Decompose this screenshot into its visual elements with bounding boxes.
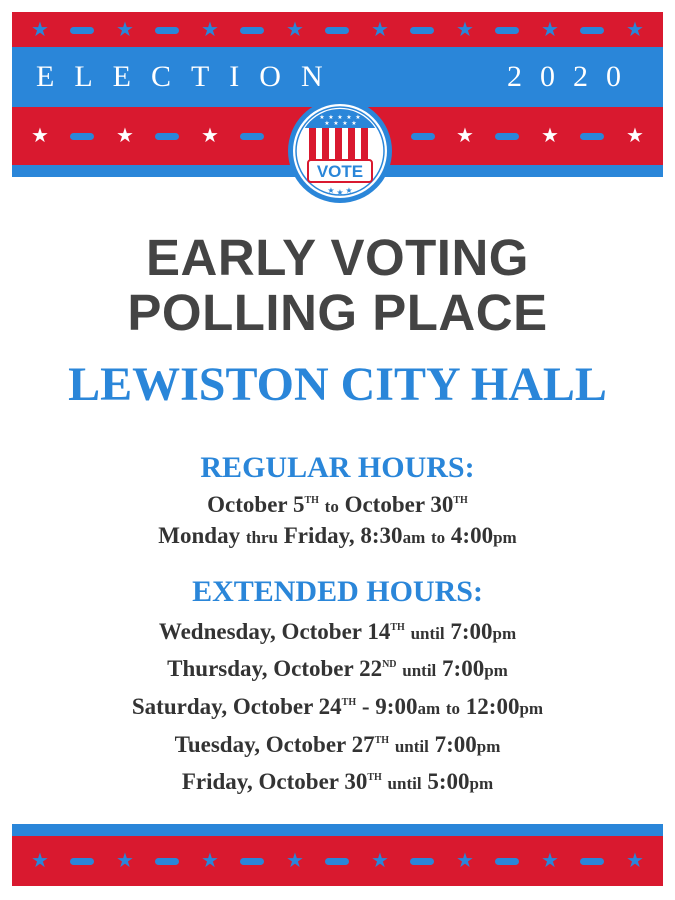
extended-row-tuesday: Tuesday, October 27TH until 7:00pm (174, 732, 501, 757)
regular-hours-title: REGULAR HOURS: (200, 451, 475, 484)
dash-divider (495, 858, 519, 865)
vote-badge-icon (287, 98, 393, 204)
regular-day-hours: Monday thru Friday, 8:30am to 4:00pm (158, 523, 517, 548)
svg-text:★: ★ (324, 120, 330, 127)
svg-text:★: ★ (337, 114, 343, 121)
star-icon: ★ (201, 18, 219, 41)
title-year: 2020 (507, 60, 639, 93)
star-icon: ★ (286, 850, 304, 872)
bottom-star-row (12, 836, 663, 886)
svg-text:★: ★ (336, 188, 344, 197)
svg-text:★: ★ (342, 120, 348, 127)
dash-divider (411, 133, 435, 140)
location-title: LEWISTON CITY HALL (68, 358, 607, 411)
svg-text:★: ★ (319, 114, 325, 121)
star-icon: ★ (31, 125, 49, 147)
extended-hours-title: EXTENDED HOURS: (192, 575, 483, 608)
star-icon: ★ (456, 18, 474, 41)
extended-row-thursday: Thursday, October 22ND until 7:00pm (167, 656, 508, 681)
star-icon: ★ (456, 125, 474, 147)
badge-vote-text: VOTE (316, 162, 364, 181)
star-icon: ★ (31, 18, 49, 41)
dash-divider (240, 133, 264, 140)
dash-divider (70, 133, 94, 140)
dash-divider (155, 133, 179, 140)
svg-text:★: ★ (328, 114, 334, 121)
star-icon: ★ (116, 125, 134, 147)
svg-text:★: ★ (327, 186, 335, 195)
star-icon: ★ (626, 125, 644, 147)
dash-divider (325, 858, 349, 865)
star-icon: ★ (201, 125, 219, 147)
dash-divider (240, 27, 264, 34)
star-icon: ★ (541, 125, 559, 147)
dash-divider (410, 27, 434, 34)
star-icon: ★ (456, 850, 474, 872)
svg-text:★: ★ (333, 120, 339, 127)
extended-row-saturday: Saturday, October 24TH - 9:00am to 12:00pm (131, 694, 544, 719)
dash-divider (325, 27, 349, 34)
dash-divider (580, 133, 604, 140)
extended-row-wednesday: Wednesday, October 14TH until 7:00pm (158, 619, 517, 644)
star-icon: ★ (626, 18, 644, 41)
top-star-row (12, 12, 663, 47)
star-icon: ★ (201, 850, 219, 872)
star-icon: ★ (371, 18, 389, 41)
dash-divider (580, 858, 604, 865)
dash-divider (70, 858, 94, 865)
dash-divider (70, 27, 94, 34)
star-icon: ★ (286, 18, 304, 41)
star-icon: ★ (116, 18, 134, 41)
top-red-band (12, 12, 663, 47)
extended-row-friday: Friday, October 30TH until 5:00pm (181, 769, 494, 794)
headline-polling-place: POLLING PLACE (127, 284, 548, 341)
star-icon: ★ (116, 850, 134, 872)
dash-divider (155, 27, 179, 34)
star-icon: ★ (371, 850, 389, 872)
star-icon: ★ (626, 850, 644, 872)
svg-text:★: ★ (351, 120, 357, 127)
dash-divider (495, 27, 519, 34)
regular-date-range: October 5TH to October 30TH (207, 492, 468, 517)
bottom-blue-stripe (12, 824, 663, 836)
star-icon: ★ (31, 850, 49, 872)
star-icon: ★ (541, 18, 559, 41)
headline-early-voting: EARLY VOTING (146, 229, 529, 286)
dash-divider (580, 27, 604, 34)
svg-text:★: ★ (355, 114, 361, 121)
bottom-red-band (12, 836, 663, 886)
star-icon: ★ (541, 850, 559, 872)
svg-text:★: ★ (346, 114, 352, 121)
dash-divider (495, 133, 519, 140)
dash-divider (410, 858, 434, 865)
dash-divider (240, 858, 264, 865)
dash-divider (155, 858, 179, 865)
svg-text:★: ★ (345, 186, 353, 195)
title-election: ELECTION (36, 60, 343, 93)
